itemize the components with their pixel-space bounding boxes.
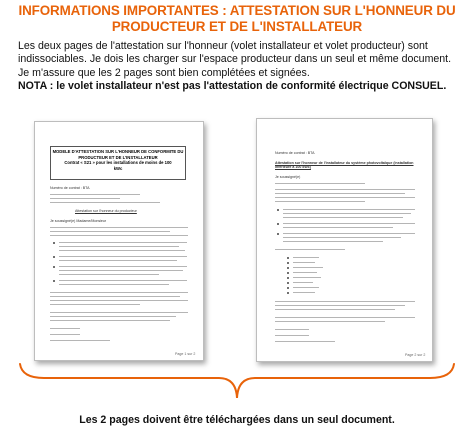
page1-signer: Je soussigné(e) Madame/Monsieur	[50, 219, 107, 223]
footer-note: Les 2 pages doivent être téléchargées dans un seul document.	[79, 414, 395, 426]
nota-line: NOTA : le volet installateur n'est pas l'attestation de conformité électrique CONSUEL.	[18, 79, 447, 92]
page1-header-line: PRODUCTEUR ET DE L'INSTALLATEUR	[78, 154, 158, 160]
intro-line-1: Les deux pages de l'attestation sur l'honneur (volet installateur et volet producteur) sont	[18, 40, 428, 52]
page1-number: Page 1 sur 2	[175, 352, 196, 356]
page2-section-label: Attestation sur l'honneur de l'installateur du système photovoltaïque (installation inférieure à 100 kWc)	[275, 161, 414, 170]
page1-header-box	[50, 146, 186, 180]
page-title	[0, 3, 474, 35]
intro-line-3: Je m'assure que les 2 pages sont bien complétées et signées.	[18, 66, 310, 79]
title-line-2: PRODUCTEUR ET DE L'INSTALLATEUR	[111, 19, 363, 34]
intro-line-2: indissociables. Je dois les charger sur l'espace producteur dans un seul et même document.	[18, 53, 452, 66]
page2-contract-label: Numéro de contrat : BTA	[275, 151, 315, 155]
page1-header-line: kWc	[113, 165, 123, 171]
intro-text	[18, 40, 468, 93]
curly-bracket-icon	[14, 360, 460, 402]
page2-number: Page 2 sur 2	[405, 353, 426, 357]
attestation-page-1	[34, 121, 204, 361]
title-line-1: INFORMATIONS IMPORTANTES : ATTESTATION SUR L'HONNEUR DU	[18, 3, 456, 18]
page1-header-line: MODELE D'ATTESTATION SUR L'HONNEUR DE CONFORMITE DU	[52, 149, 184, 154]
page1-contract-label: Numéro de contrat : BTA	[50, 186, 90, 190]
attestation-page-2	[256, 118, 433, 362]
page1-header-line: Contrat « S21 » pour les installations de moins de 100	[64, 160, 172, 166]
page1-section-label: Attestation sur l'honneur du producteur	[75, 209, 137, 213]
page2-signer: Je soussigné(e)	[275, 175, 301, 179]
